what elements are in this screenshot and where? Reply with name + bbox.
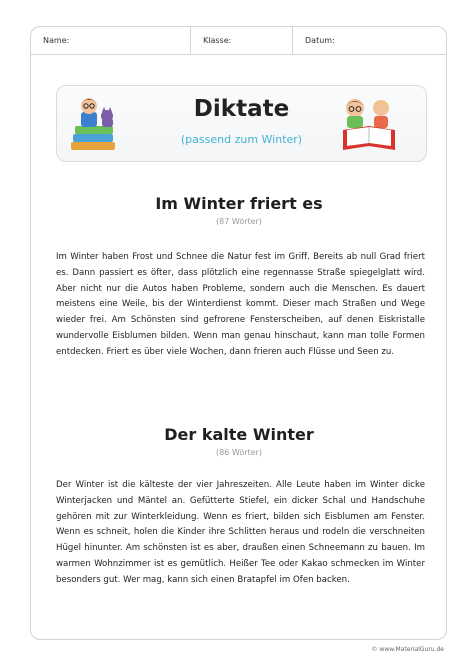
title-banner [56,85,427,162]
section-1-text: Im Winter haben Frost und Schnee die Natur fest im Griff. Bereits ab null Grad friert es. Dann passiert es öfter, dass plötzlich eine regennasse Straße spiegelglatt wird. Aber nicht nur die Autos haben Probleme, sondern auch die Menschen. Es dauert meistens eine Weile, bis der Winterdienst kommt. Dieser mach Straßen und Wege wieder frei. Am Schönsten sind gefrorene Fensterscheiben, auf denen Eiskristalle wundervolle Eisblumen bilden. Wenn man genau hinschaut, kann man tolle Formen entdecken. Friert es über viele Wochen, dann frieren auch Flüsse und Seen zu. [56,252,425,357]
section-2-word-count: (86 Wörter) [216,448,262,457]
class-label: Klasse: [203,36,232,45]
section-1-title: Im Winter friert es [155,194,323,213]
name-field [31,27,191,54]
section-2-title: Der kalte Winter [164,425,314,444]
section-2-text: Der Winter ist die kälteste der vier Jahreszeiten. Alle Leute haben im Winter dicke Winterjacken und Mäntel an. Gefütterte Stiefel, ein dicker Schal und Handschuhe gehören mit zur Winterkleidung. Wenn es friert, bilden sich Eisblumen am Fenster. Wenn es schneit, holen die Kinder ihre Schlitten heraus und rodeln die verschneiten Hügel hinunter. Am schönsten ist es aber, draußen einen Schneemann zu bauen. Im warmen Wohnzimmer ist es gemütlich. Heißer Tee oder Kakao schmecken im Winter besonders gut. Wer mag, kann sich einen Bratapfel im Ofen backen. [56,480,425,585]
name-label: Name: [43,36,70,45]
kids-reading-book-icon [333,94,405,156]
copyright-footer: © www.MaterialGuru.de [371,646,444,653]
worksheet-title: Diktate [193,96,290,122]
section-1-word-count: (87 Wörter) [216,217,262,226]
date-label: Datum: [305,36,335,45]
student-info-header [31,27,446,55]
class-field [191,27,293,54]
date-field [293,27,446,54]
worksheet-subtitle: (passend zum Winter) [180,133,303,146]
